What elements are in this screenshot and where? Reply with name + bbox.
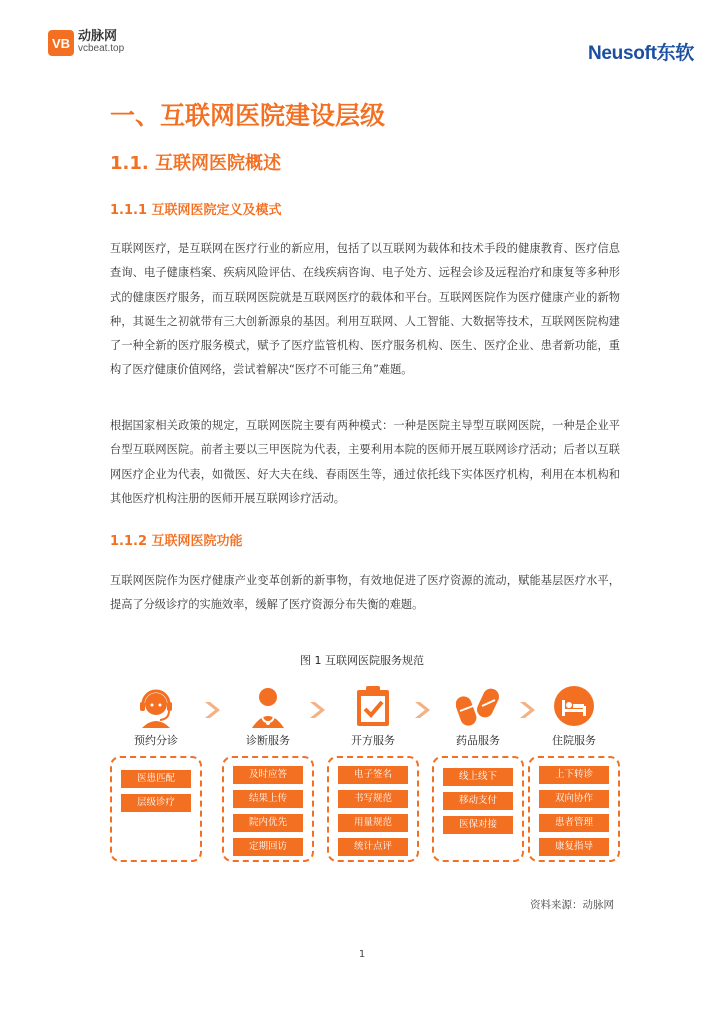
subsection-heading-definition: 1.1.1 互联网医院定义及模式: [110, 203, 282, 218]
paragraph-modes: 根据国家相关政策的规定，互联网医院主要有两种模式：一种是医院主导型互联网医院，一种是企业平台型互联网医院。前者主要以三甲医院为代表，主要利用本院的医师开展互联网诊疗活动；后者以互联网医疗企业为代表，如微医、好大夫在线、春雨医生等，通过依托线下实体医疗机构，利用在本机构和其他医疗机构注册的医师开展互联网诊疗活动。: [110, 419, 620, 505]
service-item: 院内优先: [233, 814, 303, 832]
chevron-right-icon: [202, 700, 224, 720]
chevron-right-icon: [517, 700, 539, 720]
paragraph-definition: 互联网医疗，是互联网在医疗行业的新应用，包括了以互联网为载体和技术手段的健康教育、医疗信息查询、电子健康档案、疾病风险评估、在线疾病咨询、电子处方、远程会诊及远程治疗和康复等多种形式的健康医疗服务，而互联网医院就是互联网医疗的载体和平台。互联网医院作为医疗健康产业的新物种，其诞生之初就带有三大创新源泉的基因。利用互联网、人工智能、大数据等技术，互联网医院构建了一种全新的医疗服务模式，赋予了医疗监管机构、医疗服务机构、医生、医疗企业、患者新功能，重构了医疗健康价值网络，尝试着解决“医疗不可能三角”难题。: [110, 242, 620, 377]
neusoft-logo: Neusoft东软: [587, 43, 694, 64]
hospital-bed-icon: [552, 684, 596, 728]
service-item: 移动支付: [443, 792, 513, 810]
service-item: 用量规范: [338, 814, 408, 832]
page-number: 1: [358, 949, 366, 960]
chevron-right-icon: [307, 700, 329, 720]
subsection-heading-functions: 1.1.2 互联网医院功能: [110, 534, 243, 549]
chevron-right-icon: [412, 700, 434, 720]
service-items-box: [528, 756, 620, 862]
paragraph-functions: 互联网医院作为医疗健康产业变革创新的新事物，有效地促进了医疗资源的流动，赋能基层医疗水平，提高了分级诊疗的实施效率，缓解了医疗资源分布失衡的难题。: [110, 574, 620, 612]
doctor-icon: [246, 684, 290, 728]
service-label: 住院服务: [552, 734, 596, 747]
service-items-box: [432, 756, 524, 862]
service-label: 开方服务: [351, 734, 395, 747]
service-label: 诊断服务: [246, 734, 290, 747]
figure-source: 资料来源：动脉网: [530, 899, 614, 911]
section-heading: 1.1. 互联网医院概述: [110, 153, 281, 174]
service-items-box: [327, 756, 419, 862]
service-item: 结果上传: [233, 790, 303, 808]
service-item: 上下转诊: [539, 766, 609, 784]
figure-title: 图 1 互联网医院服务规范: [300, 654, 424, 667]
service-item: 患者管理: [539, 814, 609, 832]
chapter-heading: 一、互联网医院建设层级: [110, 101, 386, 130]
service-diagram: [110, 678, 620, 868]
service-item: 医保对接: [443, 816, 513, 834]
vcbeat-logo-mark: VB: [48, 30, 74, 56]
service-item: 及时应答: [233, 766, 303, 784]
service-label: 药品服务: [456, 734, 500, 747]
vcbeat-logo-name: 动脉网: [78, 29, 118, 44]
service-item: 康复指导: [539, 838, 609, 856]
pill-capsule-icon: [456, 684, 500, 728]
service-items-box: [222, 756, 314, 862]
prescription-check-icon: [351, 684, 395, 728]
service-item: 定期回访: [233, 838, 303, 856]
service-item: 双向协作: [539, 790, 609, 808]
service-item: 书写规范: [338, 790, 408, 808]
service-item: 电子签名: [338, 766, 408, 784]
service-item: 统计点评: [338, 838, 408, 856]
service-item: 线上线下: [443, 768, 513, 786]
service-label: 预约分诊: [134, 734, 178, 747]
service-items-box: [110, 756, 202, 862]
headset-agent-icon: [134, 684, 178, 728]
service-item: 层级诊疗: [121, 794, 191, 812]
page-header: [0, 0, 724, 78]
service-item: 医患匹配: [121, 770, 191, 788]
vcbeat-logo: [48, 30, 124, 56]
vcbeat-logo-url: vcbeat.top: [78, 43, 125, 54]
